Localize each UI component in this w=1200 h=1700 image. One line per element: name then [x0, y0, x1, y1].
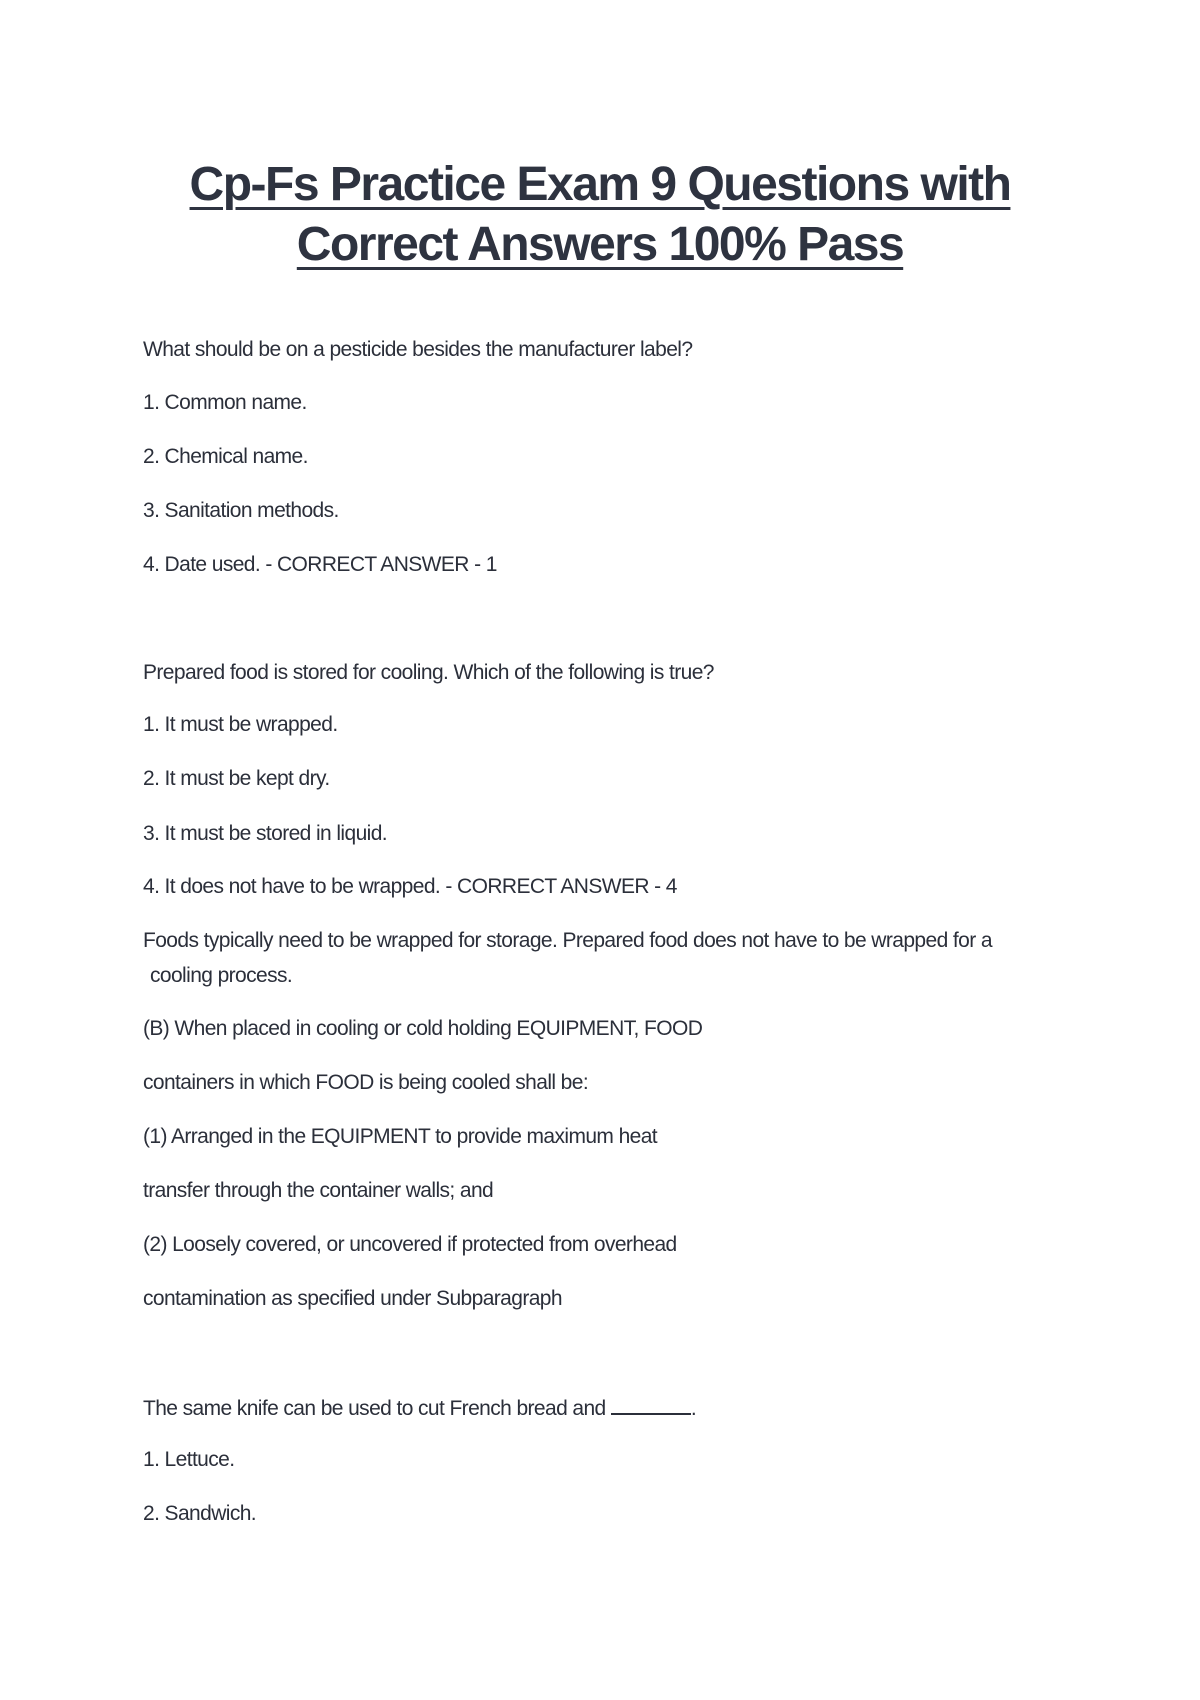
question-2-option-3: 3. It must be stored in liquid. [143, 822, 388, 845]
question-2-option-4-answer: 4. It does not have to be wrapped. - CORRECT ANSWER - 4 [143, 875, 677, 898]
answer-blank [611, 1393, 691, 1415]
question-1-option-1: 1. Common name. [143, 391, 307, 414]
code-excerpt-line: contamination as specified under Subparagraph [143, 1287, 562, 1310]
question-1-option-3: 3. Sanitation methods. [143, 499, 339, 522]
question-1-option-4-answer: 4. Date used. - CORRECT ANSWER - 1 [143, 553, 497, 576]
question-2-explanation: Foods typically need to be wrapped for storage. Prepared food does not have to be wrapped for a [143, 929, 992, 952]
code-excerpt-line: (B) When placed in cooling or cold holding EQUIPMENT, FOOD [143, 1017, 703, 1040]
document-title-line-1: Cp-Fs Practice Exam 9 Questions with [189, 158, 1011, 211]
question-2-option-2: 2. It must be kept dry. [143, 767, 330, 790]
question-3-option-2: 2. Sandwich. [143, 1502, 257, 1525]
code-excerpt-line: containers in which FOOD is being cooled shall be: [143, 1071, 589, 1094]
question-2-text: Prepared food is stored for cooling. Which of the following is true? [143, 661, 714, 684]
question-3-text [143, 1393, 696, 1423]
question-2-option-1: 1. It must be wrapped. [143, 713, 338, 736]
question-3-option-1: 1. Lettuce. [143, 1448, 235, 1471]
question-1-text: What should be on a pesticide besides the manufacturer label? [143, 338, 693, 361]
code-excerpt-line: (1) Arranged in the EQUIPMENT to provide maximum heat [143, 1125, 658, 1148]
code-excerpt-line: transfer through the container walls; and [143, 1179, 494, 1202]
document-title-line-2: Correct Answers 100% Pass [296, 218, 904, 271]
question-2-explanation-continued: cooling process. [150, 964, 293, 987]
question-3-text-end: . [690, 1397, 697, 1420]
question-3-text-start: The same knife can be used to cut French bread and [143, 1397, 606, 1420]
code-excerpt-line: (2) Loosely covered, or uncovered if protected from overhead [143, 1233, 677, 1256]
question-1-option-2: 2. Chemical name. [143, 445, 308, 468]
